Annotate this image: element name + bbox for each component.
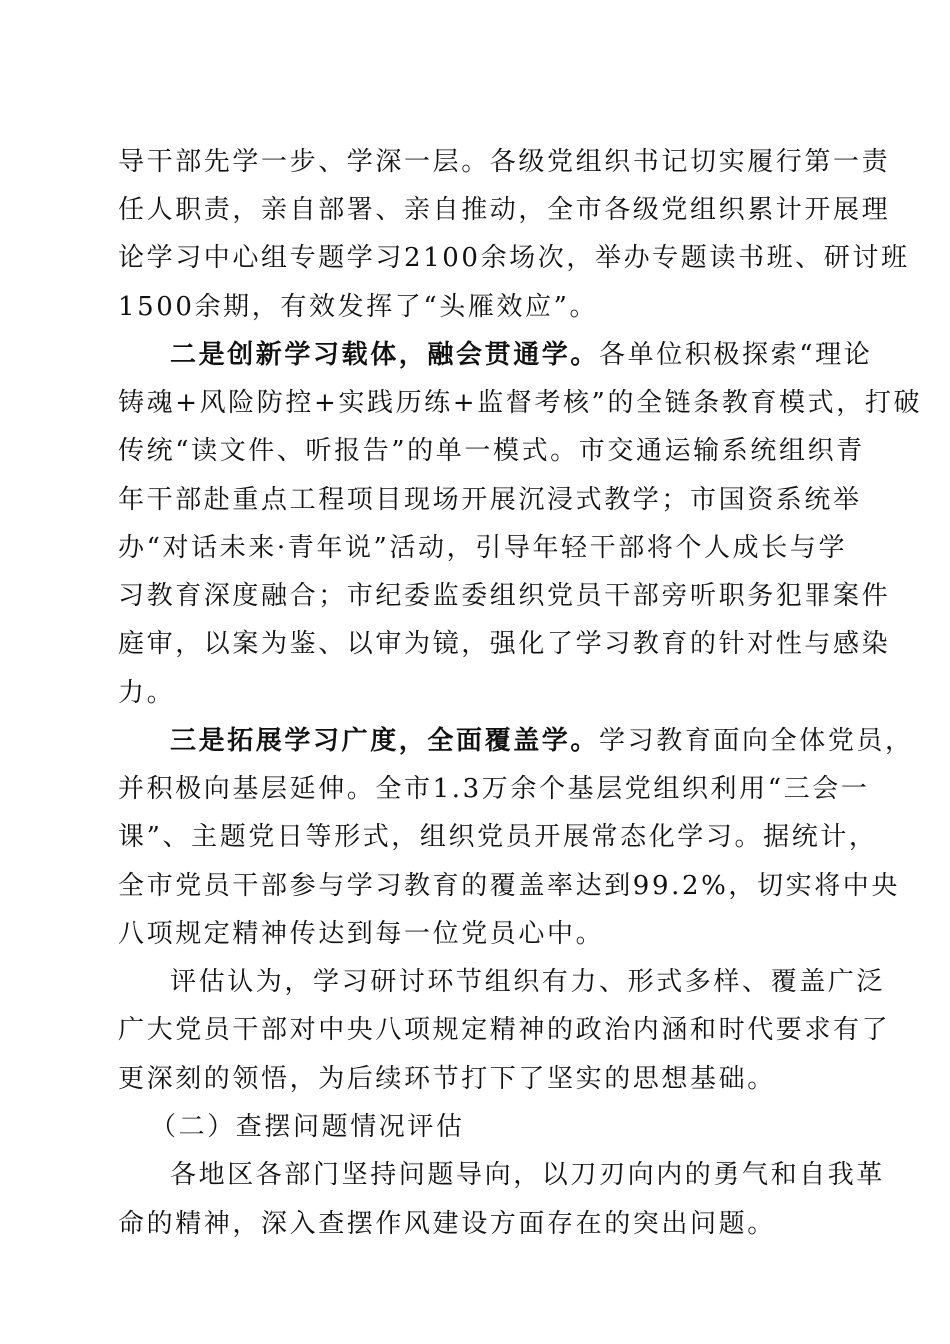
text-line: 广大党员干部对中央八项规定精神的政治内涵和时代要求有了 [118, 1015, 891, 1045]
text-line: 论学习中心组专题学习2100余场次，举办专题读书班、研讨班 [118, 243, 910, 273]
text-line: 铸魂+风险防控+实践历练+监督考核”的全链条教育模式，打破 [118, 388, 923, 418]
text-line: 年干部赴重点工程项目现场开展沉浸式教学；市国资系统举 [118, 485, 862, 515]
text-line: 庭审，以案为鉴、以审为镜，强化了学习教育的针对性与感染 [118, 629, 891, 659]
text-line: 课”、主题党日等形式，组织党员开展常态化学习。据统计， [118, 822, 878, 852]
paragraph-line [170, 338, 872, 372]
text-line: 各地区各部门坚持问题导向，以刀刃向内的勇气和自我革 [170, 1160, 886, 1190]
paragraph-text: 学习教育面向全体党员， [599, 726, 914, 756]
text-line: 任人职责，亲自部署、亲自推动，全市各级党组织累计开展理 [118, 195, 891, 225]
text-line: 办“对话未来·青年说”活动，引导年轻干部将个人成长与学 [118, 533, 848, 563]
paragraph-text: 各单位积极探索“理论 [599, 340, 873, 370]
text-line: 传统“读文件、听报告”的单一模式。市交通运输系统组织青 [118, 436, 865, 466]
text-line: 命的精神，深入查摆作风建设方面存在的突出问题。 [118, 1209, 776, 1239]
paragraph-lead: 三是拓展学习广度，全面覆盖学。 [170, 726, 600, 756]
paragraph-lead: 二是创新学习载体，融会贯通学。 [170, 340, 600, 370]
text-line: 导干部先学一步、学深一层。各级党组织书记切实履行第一责 [118, 147, 891, 177]
section-heading: （二）查摆问题情况评估 [150, 1112, 465, 1142]
text-line: 评估认为，学习研讨环节组织有力、形式多样、覆盖广泛 [170, 967, 886, 997]
text-line: 全市党员干部参与学习教育的覆盖率达到99.2%，切实将中央 [118, 871, 900, 901]
text-line: 力。 [118, 678, 176, 708]
text-line: 习教育深度融合；市纪委监委组织党员干部旁听职务犯罪案件 [118, 581, 891, 611]
text-line: 更深刻的领悟，为后续环节打下了坚实的思想基础。 [118, 1064, 776, 1094]
text-line: 1500余期，有效发挥了“头雁效应”。 [118, 292, 599, 322]
paragraph-line [170, 724, 914, 758]
text-line: 并积极向基层延伸。全市1.3万余个基层党组织利用“三会一 [118, 774, 870, 804]
text-line: 八项规定精神传达到每一位党员心中。 [118, 919, 605, 949]
